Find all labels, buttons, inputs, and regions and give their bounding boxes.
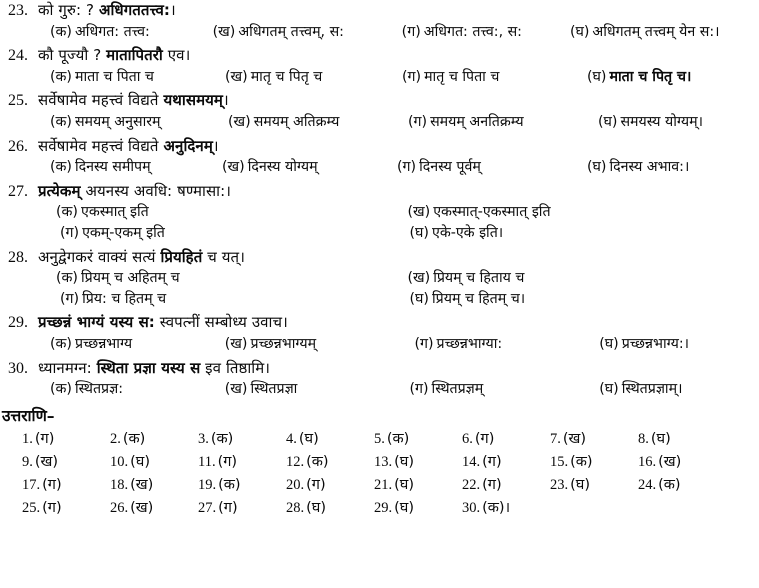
option-row: [0, 202, 759, 223]
option-label: (ग): [60, 290, 80, 307]
question-stem: [0, 358, 759, 380]
answer-value: (घ): [394, 500, 415, 517]
option-b[interactable]: [225, 379, 410, 400]
stem-bold: स्थिता प्रज्ञा यस्य स: [96, 358, 201, 377]
option-a[interactable]: [56, 268, 408, 289]
answer-number: 30.: [462, 500, 481, 517]
option-value: प्रियम् च अहितम् च: [80, 270, 180, 287]
option-label: (क): [50, 68, 72, 85]
option-value: दिनस्य योग्यम्: [247, 159, 318, 176]
answer-number: 19.: [198, 477, 217, 494]
option-value: स्थितप्रज्ञम्: [431, 381, 484, 398]
option-b[interactable]: [222, 157, 397, 178]
option-value: दिनस्य समीपम्: [74, 159, 151, 176]
option-row: [0, 289, 759, 310]
option-label: (ग): [408, 113, 428, 130]
answer-cell: [374, 497, 462, 520]
answer-value: (घ): [394, 453, 415, 470]
stem-tail: अयनस्य अवधि: षण्मासा:।: [80, 181, 232, 200]
answer-number: 21.: [374, 477, 393, 494]
answer-cell: [198, 497, 286, 520]
option-b[interactable]: [225, 334, 415, 355]
answer-cell: [110, 474, 198, 497]
answer-value: (ख): [130, 500, 154, 517]
answer-row: [22, 474, 759, 497]
option-value: एकम्-एकम् इति: [82, 224, 165, 241]
answer-number: 12.: [286, 453, 305, 470]
option-value: प्रच्छन्नभाग्य: [74, 335, 133, 352]
answer-number: 20.: [286, 477, 305, 494]
option-c[interactable]: [402, 67, 587, 88]
option-value: प्रिय: च हितम् च: [82, 290, 167, 307]
question-stem: [0, 136, 759, 158]
option-value: समयम् अनुसारम्: [74, 113, 161, 130]
answer-number: 6.: [462, 430, 473, 447]
option-label: (क): [50, 113, 72, 130]
question-text: [38, 358, 759, 378]
option-label: (घ): [598, 113, 618, 130]
option-label: (ग): [397, 159, 417, 176]
question-text: [38, 181, 759, 201]
option-value: स्थितप्रज्ञ:: [74, 381, 123, 398]
answer-number: 2.: [110, 430, 121, 447]
stem-tail: एव।: [162, 46, 191, 65]
stem-plain: को गुरु: ?: [38, 1, 99, 19]
answer-number: 4.: [286, 430, 297, 447]
stem-tail: ।: [170, 1, 176, 19]
option-label: (क): [50, 381, 72, 398]
option-d[interactable]: [410, 289, 759, 310]
option-b[interactable]: [225, 67, 402, 88]
stem-plain: अनुद्वेगकरं वाक्यं सत्यं: [38, 247, 161, 266]
option-value: समयस्य योग्यम्।: [620, 113, 704, 130]
option-b[interactable]: [228, 112, 408, 133]
question-text: [38, 312, 759, 332]
answer-value: (ख): [130, 477, 154, 494]
question-block: [0, 136, 759, 178]
option-label: (ख): [407, 270, 431, 287]
answer-value: (ग): [218, 500, 238, 517]
answer-number: 8.: [638, 430, 649, 447]
answer-cell: [374, 451, 462, 474]
answer-cell: [22, 474, 110, 497]
option-b[interactable]: [213, 22, 402, 43]
option-d[interactable]: [570, 22, 759, 43]
answer-value: (घ): [306, 500, 327, 517]
answer-cell: [110, 497, 198, 520]
option-label: (ग): [401, 23, 421, 40]
stem-plain: कौ पूज्यौ ?: [38, 46, 107, 65]
option-value: समयम् अतिक्रम्य: [253, 113, 340, 130]
option-c[interactable]: [414, 334, 599, 355]
option-label: (ग): [414, 335, 434, 352]
option-value: अधिगत: तत्त्व:, स:: [423, 23, 522, 40]
stem-plain: सर्वेषामेव महत्त्वं विद्यते: [38, 91, 164, 110]
answer-cell: [198, 474, 286, 497]
answer-number: 17.: [22, 477, 41, 494]
option-label: (घ): [409, 290, 429, 307]
answer-value: (घ): [394, 477, 415, 494]
option-a[interactable]: [56, 202, 408, 223]
answer-value: (ख): [562, 430, 587, 447]
option-label: (ख): [212, 23, 236, 40]
option-a[interactable]: [50, 112, 228, 133]
option-d[interactable]: [587, 157, 747, 178]
answer-value: (क): [122, 430, 146, 447]
option-label: (घ): [569, 23, 590, 40]
stem-tail: इव तिष्ठामि।: [200, 358, 271, 377]
option-c[interactable]: [60, 289, 410, 310]
answer-cell: [374, 474, 462, 497]
answer-cell: [550, 451, 638, 474]
option-value: माता च पिता च: [74, 68, 154, 85]
option-value: प्रियम् च हितम् च।: [431, 290, 526, 307]
answer-value: (ग): [34, 430, 55, 447]
option-row: [0, 157, 759, 178]
answer-cell: [286, 474, 374, 497]
question-number: 26.: [8, 137, 28, 155]
question-number: 30.: [8, 359, 28, 377]
answer-number: 7.: [550, 430, 561, 447]
answer-cell: [638, 451, 726, 474]
answer-number: 25.: [22, 500, 41, 517]
option-value: एके-एके इति।: [431, 224, 504, 241]
answer-value: (ख): [658, 453, 682, 470]
option-row: [0, 223, 759, 244]
answer-number: 9.: [22, 453, 33, 470]
question-block: [0, 358, 759, 400]
answer-number: 5.: [374, 430, 385, 447]
answer-number: 29.: [374, 500, 393, 517]
option-label: (क): [56, 270, 78, 287]
option-label: (ग): [60, 224, 80, 241]
answer-cell: [462, 497, 550, 520]
answer-cell: [110, 428, 198, 451]
option-value: प्रियम् च हिताय च: [433, 270, 525, 287]
option-value: मातृ च पितृ च: [250, 68, 323, 85]
option-label: (क): [50, 159, 72, 176]
answer-cell: [22, 497, 110, 520]
answer-number: 26.: [110, 500, 129, 517]
stem-tail: ।: [212, 136, 219, 155]
question-block: [0, 45, 759, 87]
option-row: [0, 67, 759, 88]
option-b[interactable]: [408, 268, 759, 289]
answer-number: 14.: [462, 453, 481, 470]
option-value: स्थितप्रज्ञाम्।: [621, 381, 683, 398]
stem-tail: च यत्।: [202, 247, 245, 266]
option-d[interactable]: [410, 223, 759, 244]
option-label: (ख): [225, 68, 248, 85]
answer-cell: [22, 428, 110, 451]
answer-number: 3.: [198, 430, 209, 447]
question-block: [0, 181, 759, 244]
answer-value: (क): [306, 453, 329, 470]
option-label: (क): [56, 204, 78, 221]
question-block: [0, 312, 759, 354]
option-label: (ग): [402, 68, 422, 85]
option-value: दिनस्य पूर्वम्: [419, 159, 481, 176]
option-value: मातृ च पिता च: [424, 68, 500, 85]
option-d[interactable]: [599, 334, 759, 355]
answer-number: 22.: [462, 477, 481, 494]
stem-bold: प्रत्येकम्: [38, 181, 81, 200]
option-label: (घ): [587, 159, 607, 176]
option-d[interactable]: [599, 379, 759, 400]
option-label: (घ): [599, 335, 619, 352]
option-label: (ख): [222, 159, 245, 176]
answer-cell: [22, 451, 110, 474]
answer-key-heading: उत्तराणि–: [2, 406, 55, 425]
option-row: [0, 334, 759, 355]
answer-value: (क): [386, 430, 410, 447]
option-a[interactable]: [50, 157, 222, 178]
stem-bold: यथासमयम्: [163, 91, 224, 110]
answer-key-grid: [0, 428, 759, 521]
option-label: (ख): [224, 335, 248, 352]
stem-bold: अनुदिनम्: [163, 136, 213, 155]
option-c[interactable]: [402, 22, 570, 43]
option-value: माता च पितृ च।: [609, 68, 692, 85]
stem-bold: मातापितरौ: [106, 46, 163, 65]
answer-cell: [198, 428, 286, 451]
option-label: (घ): [409, 224, 429, 241]
answer-number: 1.: [22, 430, 33, 447]
option-d[interactable]: [587, 67, 757, 88]
question-number: 27.: [8, 182, 28, 200]
answer-cell: [286, 428, 374, 451]
answer-number: 18.: [110, 477, 129, 494]
answer-cell: [374, 428, 462, 451]
question-block: [0, 90, 759, 132]
question-text: [38, 136, 759, 156]
answer-cell: [462, 428, 550, 451]
answer-cell: [550, 428, 638, 451]
answer-cell: [286, 497, 374, 520]
answer-cell: [638, 428, 726, 451]
answer-cell: [550, 474, 638, 497]
answer-value: (ग): [482, 477, 502, 494]
question-text: [38, 90, 759, 110]
answer-row: [22, 428, 759, 451]
question-number: 23.: [8, 2, 28, 19]
answer-number: 27.: [198, 500, 217, 517]
answer-value: (घ): [650, 430, 671, 447]
answer-value: (ग): [482, 453, 502, 470]
option-a[interactable]: [50, 22, 213, 43]
question-stem: [0, 181, 759, 203]
stem-plain: सर्वेषामेव महत्त्वं विद्यते: [38, 136, 164, 155]
option-value: अधिगत: तत्त्व:: [74, 23, 150, 40]
option-row: [0, 22, 759, 43]
answer-value: (ग): [306, 477, 326, 494]
option-value: प्रच्छन्नभाग्य:।: [621, 335, 690, 352]
stem-bold: अधिगततत्त्व:: [98, 1, 170, 19]
question-text: [38, 45, 759, 65]
answer-number: 23.: [550, 477, 569, 494]
answer-value: (क): [570, 453, 593, 470]
option-row: [0, 112, 759, 133]
option-row: [0, 268, 759, 289]
answer-value: (ग): [42, 477, 62, 494]
answer-value: (घ): [570, 477, 591, 494]
question-text: [38, 247, 759, 267]
question-block: [0, 247, 759, 310]
option-a[interactable]: [50, 67, 225, 88]
answer-value: (क): [658, 477, 681, 494]
answer-cell: [638, 474, 726, 497]
question-stem: [0, 0, 759, 22]
question-text: [38, 0, 759, 20]
option-c[interactable]: [60, 223, 410, 244]
answer-cell: [198, 451, 286, 474]
option-value: स्थितप्रज्ञा: [250, 381, 298, 398]
stem-plain: ध्यानमग्न:: [38, 358, 97, 377]
question-number: 29.: [8, 314, 28, 332]
stem-tail: स्वपत्नीं सम्बोध्य उवाच।: [154, 313, 288, 332]
question-block: [0, 0, 759, 42]
option-c[interactable]: [409, 379, 599, 400]
question-number: 25.: [8, 92, 28, 110]
answer-value: (ग): [42, 500, 62, 517]
answer-value: (घ): [298, 430, 319, 447]
option-value: अधिगतम् तत्त्वम्, स:: [238, 23, 344, 40]
question-number: 28.: [8, 248, 28, 266]
answer-number: 24.: [638, 477, 657, 494]
option-value: अधिगतम् तत्त्वम् येन स:।: [592, 23, 720, 40]
option-label: (ग): [409, 381, 429, 398]
option-c[interactable]: [408, 112, 598, 133]
question-number: 24.: [8, 47, 28, 65]
option-value: दिनस्य अभाव:।: [609, 159, 690, 176]
answer-value: (ग): [217, 453, 238, 470]
option-value: एकस्मात् इति: [80, 204, 149, 221]
option-a[interactable]: [50, 379, 225, 400]
option-row: [0, 379, 759, 400]
stem-bold: प्रियहितं: [160, 247, 203, 266]
option-label: (ख): [228, 113, 251, 130]
question-stem: [0, 312, 759, 334]
option-label: (घ): [587, 68, 607, 85]
option-d[interactable]: [598, 112, 758, 133]
answer-number: 28.: [286, 500, 305, 517]
answer-value: (ख): [34, 453, 59, 470]
option-value: समयम् अनतिक्रम्य: [430, 113, 524, 130]
answer-cell: [110, 451, 198, 474]
answer-cell: [462, 451, 550, 474]
answer-row: [22, 451, 759, 474]
option-label: (ख): [224, 381, 248, 398]
option-label: (घ): [599, 381, 619, 398]
answer-value: (ग): [474, 430, 495, 447]
option-c[interactable]: [397, 157, 587, 178]
answer-cell: [462, 474, 550, 497]
answer-value: (क)।: [482, 500, 511, 517]
answer-value: (क): [218, 477, 241, 494]
option-b[interactable]: [408, 202, 759, 223]
option-value: प्रच्छन्नभाग्यम्: [250, 335, 317, 352]
question-stem: [0, 90, 759, 112]
answer-number: 13.: [374, 453, 393, 470]
stem-tail: ।: [223, 91, 229, 110]
answer-number: 11.: [198, 453, 216, 470]
option-value: प्रच्छन्नभाग्या:: [436, 335, 503, 352]
answer-number: 16.: [638, 453, 657, 470]
option-label: (क): [50, 335, 72, 352]
answer-row: [22, 497, 759, 520]
option-a[interactable]: [50, 334, 225, 355]
question-stem: [0, 45, 759, 67]
question-stem: [0, 247, 759, 269]
option-label: (क): [50, 23, 72, 40]
option-value: एकस्मात्-एकस्मात् इति: [433, 204, 551, 221]
stem-bold: प्रच्छन्नं भाग्यं यस्य स:: [38, 313, 155, 332]
option-label: (ख): [407, 204, 431, 221]
answer-cell: [286, 451, 374, 474]
answer-value: (क): [210, 430, 234, 447]
answer-number: 10.: [110, 453, 129, 470]
answer-value: (घ): [130, 453, 151, 470]
answer-number: 15.: [550, 453, 569, 470]
